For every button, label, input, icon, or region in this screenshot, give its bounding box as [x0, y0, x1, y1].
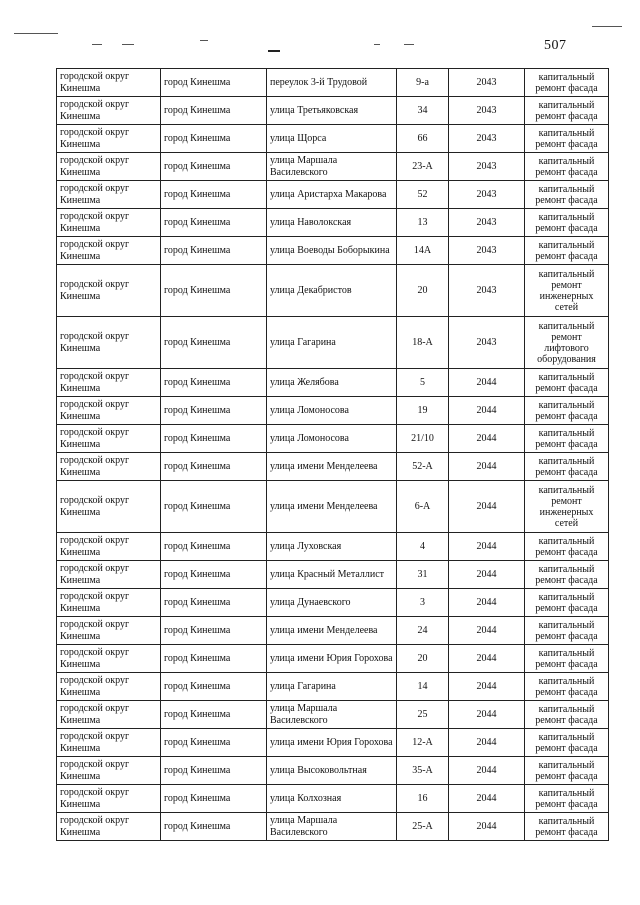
- scan-mark: [200, 40, 208, 41]
- house-number-cell: 9-а: [397, 69, 449, 97]
- city-cell: город Кинешма: [161, 265, 267, 317]
- street-cell: улица имени Менделеева: [267, 481, 397, 533]
- street-cell: переулок 3-й Трудовой: [267, 69, 397, 97]
- table-row: [57, 757, 609, 785]
- work-type-cell: капитальный ремонт фасада: [525, 369, 609, 397]
- work-type-cell: капитальный ремонт фасада: [525, 453, 609, 481]
- work-type-cell: капитальный ремонт лифтового оборудования: [525, 317, 609, 369]
- house-number-cell: 3: [397, 589, 449, 617]
- year-cell: 2043: [449, 153, 525, 181]
- year-cell: 2043: [449, 97, 525, 125]
- house-number-cell: 23-А: [397, 153, 449, 181]
- city-cell: город Кинешма: [161, 561, 267, 589]
- year-cell: 2044: [449, 729, 525, 757]
- street-cell: улица Ломоносова: [267, 397, 397, 425]
- street-cell: улица Луховская: [267, 533, 397, 561]
- house-number-cell: 14: [397, 673, 449, 701]
- district-cell: городской округ Кинешма: [57, 729, 161, 757]
- house-number-cell: 12-А: [397, 729, 449, 757]
- city-cell: город Кинешма: [161, 617, 267, 645]
- street-cell: улица имени Менделеева: [267, 617, 397, 645]
- street-cell: улица Щорса: [267, 125, 397, 153]
- table-row: [57, 265, 609, 317]
- city-cell: город Кинешма: [161, 785, 267, 813]
- street-cell: улица Гагарина: [267, 317, 397, 369]
- year-cell: 2044: [449, 617, 525, 645]
- year-cell: 2044: [449, 785, 525, 813]
- city-cell: город Кинешма: [161, 153, 267, 181]
- house-number-cell: 52: [397, 181, 449, 209]
- city-cell: город Кинешма: [161, 209, 267, 237]
- street-cell: улица Воеводы Боборыкина: [267, 237, 397, 265]
- table-row: [57, 453, 609, 481]
- city-cell: город Кинешма: [161, 701, 267, 729]
- house-number-cell: 19: [397, 397, 449, 425]
- city-cell: город Кинешма: [161, 181, 267, 209]
- house-number-cell: 34: [397, 97, 449, 125]
- table-row: [57, 673, 609, 701]
- city-cell: город Кинешма: [161, 813, 267, 841]
- district-cell: городской округ Кинешма: [57, 757, 161, 785]
- city-cell: город Кинешма: [161, 317, 267, 369]
- city-cell: город Кинешма: [161, 369, 267, 397]
- house-number-cell: 25-А: [397, 813, 449, 841]
- district-cell: городской округ Кинешма: [57, 69, 161, 97]
- house-number-cell: 21/10: [397, 425, 449, 453]
- year-cell: 2044: [449, 369, 525, 397]
- house-number-cell: 16: [397, 785, 449, 813]
- district-cell: городской округ Кинешма: [57, 97, 161, 125]
- year-cell: 2043: [449, 69, 525, 97]
- work-type-cell: капитальный ремонт фасада: [525, 561, 609, 589]
- work-type-cell: капитальный ремонт фасада: [525, 209, 609, 237]
- year-cell: 2044: [449, 645, 525, 673]
- year-cell: 2044: [449, 481, 525, 533]
- house-number-cell: 66: [397, 125, 449, 153]
- house-number-cell: 20: [397, 645, 449, 673]
- house-number-cell: 13: [397, 209, 449, 237]
- house-number-cell: 31: [397, 561, 449, 589]
- table-row: [57, 561, 609, 589]
- year-cell: 2044: [449, 757, 525, 785]
- district-cell: городской округ Кинешма: [57, 561, 161, 589]
- house-number-cell: 18-А: [397, 317, 449, 369]
- table-row: [57, 617, 609, 645]
- work-type-cell: капитальный ремонт фасада: [525, 181, 609, 209]
- house-number-cell: 5: [397, 369, 449, 397]
- house-number-cell: 14А: [397, 237, 449, 265]
- year-cell: 2044: [449, 701, 525, 729]
- district-cell: городской округ Кинешма: [57, 425, 161, 453]
- work-type-cell: капитальный ремонт фасада: [525, 425, 609, 453]
- city-cell: город Кинешма: [161, 729, 267, 757]
- house-number-cell: 4: [397, 533, 449, 561]
- city-cell: город Кинешма: [161, 757, 267, 785]
- district-cell: городской округ Кинешма: [57, 481, 161, 533]
- year-cell: 2044: [449, 425, 525, 453]
- table-row: [57, 813, 609, 841]
- scan-mark: [268, 50, 280, 52]
- street-cell: улица Дунаевского: [267, 589, 397, 617]
- work-type-cell: капитальный ремонт фасада: [525, 645, 609, 673]
- district-cell: городской округ Кинешма: [57, 181, 161, 209]
- table-row: [57, 701, 609, 729]
- work-type-cell: капитальный ремонт фасада: [525, 813, 609, 841]
- work-type-cell: капитальный ремонт фасада: [525, 125, 609, 153]
- year-cell: 2044: [449, 397, 525, 425]
- district-cell: городской округ Кинешма: [57, 209, 161, 237]
- street-cell: улица Маршала Василевского: [267, 813, 397, 841]
- year-cell: 2043: [449, 237, 525, 265]
- year-cell: 2044: [449, 561, 525, 589]
- street-cell: улица Ломоносова: [267, 425, 397, 453]
- table-row: [57, 645, 609, 673]
- city-cell: город Кинешма: [161, 589, 267, 617]
- work-type-cell: капитальный ремонт фасада: [525, 97, 609, 125]
- table-row: [57, 209, 609, 237]
- year-cell: 2044: [449, 589, 525, 617]
- district-cell: городской округ Кинешма: [57, 237, 161, 265]
- work-type-cell: капитальный ремонт инженерных сетей: [525, 481, 609, 533]
- year-cell: 2044: [449, 813, 525, 841]
- year-cell: 2044: [449, 673, 525, 701]
- street-cell: улица Маршала Василевского: [267, 153, 397, 181]
- house-number-cell: 20: [397, 265, 449, 317]
- work-type-cell: капитальный ремонт фасада: [525, 673, 609, 701]
- table-row: [57, 237, 609, 265]
- house-number-cell: 35-А: [397, 757, 449, 785]
- district-cell: городской округ Кинешма: [57, 589, 161, 617]
- street-cell: улица Высоковольтная: [267, 757, 397, 785]
- year-cell: 2044: [449, 453, 525, 481]
- work-type-cell: капитальный ремонт фасада: [525, 729, 609, 757]
- district-cell: городской округ Кинешма: [57, 673, 161, 701]
- city-cell: город Кинешма: [161, 97, 267, 125]
- work-type-cell: капитальный ремонт фасада: [525, 153, 609, 181]
- table-row: [57, 69, 609, 97]
- work-type-cell: капитальный ремонт фасада: [525, 589, 609, 617]
- district-cell: городской округ Кинешма: [57, 125, 161, 153]
- work-type-cell: капитальный ремонт фасада: [525, 397, 609, 425]
- street-cell: улица Желябова: [267, 369, 397, 397]
- house-number-cell: 25: [397, 701, 449, 729]
- street-cell: улица имени Менделеева: [267, 453, 397, 481]
- city-cell: город Кинешма: [161, 425, 267, 453]
- scan-mark: [374, 44, 380, 45]
- year-cell: 2043: [449, 181, 525, 209]
- street-cell: улица Декабристов: [267, 265, 397, 317]
- street-cell: улица Маршала Василевского: [267, 701, 397, 729]
- page-number: 507: [544, 38, 567, 53]
- scan-mark: [122, 44, 134, 45]
- street-cell: улица Гагарина: [267, 673, 397, 701]
- year-cell: 2044: [449, 533, 525, 561]
- street-cell: улица Третьяковская: [267, 97, 397, 125]
- table-row: [57, 397, 609, 425]
- district-cell: городской округ Кинешма: [57, 701, 161, 729]
- table-row: [57, 125, 609, 153]
- district-cell: городской округ Кинешма: [57, 617, 161, 645]
- street-cell: улица Наволокская: [267, 209, 397, 237]
- work-type-cell: капитальный ремонт фасада: [525, 69, 609, 97]
- city-cell: город Кинешма: [161, 481, 267, 533]
- district-cell: городской округ Кинешма: [57, 153, 161, 181]
- scan-mark: [404, 44, 414, 45]
- city-cell: город Кинешма: [161, 645, 267, 673]
- house-number-cell: 52-А: [397, 453, 449, 481]
- work-type-cell: капитальный ремонт фасада: [525, 757, 609, 785]
- street-cell: улица Колхозная: [267, 785, 397, 813]
- work-type-cell: капитальный ремонт фасада: [525, 533, 609, 561]
- scan-mark: [92, 44, 102, 45]
- house-number-cell: 6-А: [397, 481, 449, 533]
- table-row: [57, 153, 609, 181]
- work-type-cell: капитальный ремонт фасада: [525, 617, 609, 645]
- city-cell: город Кинешма: [161, 237, 267, 265]
- work-type-cell: капитальный ремонт фасада: [525, 701, 609, 729]
- year-cell: 2043: [449, 125, 525, 153]
- street-cell: улица имени Юрия Горохова: [267, 645, 397, 673]
- table-row: [57, 425, 609, 453]
- repair-schedule-table: [56, 68, 609, 841]
- scan-mark: [14, 33, 58, 34]
- city-cell: город Кинешма: [161, 125, 267, 153]
- city-cell: город Кинешма: [161, 533, 267, 561]
- year-cell: 2043: [449, 209, 525, 237]
- district-cell: городской округ Кинешма: [57, 265, 161, 317]
- work-type-cell: капитальный ремонт фасада: [525, 237, 609, 265]
- table-row: [57, 97, 609, 125]
- district-cell: городской округ Кинешма: [57, 369, 161, 397]
- table-row: [57, 785, 609, 813]
- table-row: [57, 729, 609, 757]
- city-cell: город Кинешма: [161, 397, 267, 425]
- year-cell: 2043: [449, 265, 525, 317]
- table-row: [57, 181, 609, 209]
- table-body: [57, 69, 609, 841]
- table-row: [57, 533, 609, 561]
- street-cell: улица имени Юрия Горохова: [267, 729, 397, 757]
- district-cell: городской округ Кинешма: [57, 317, 161, 369]
- work-type-cell: капитальный ремонт фасада: [525, 785, 609, 813]
- street-cell: улица Аристарха Макарова: [267, 181, 397, 209]
- city-cell: город Кинешма: [161, 69, 267, 97]
- house-number-cell: 24: [397, 617, 449, 645]
- scan-mark: [592, 26, 622, 27]
- district-cell: городской округ Кинешма: [57, 533, 161, 561]
- table-row: [57, 369, 609, 397]
- table-row: [57, 317, 609, 369]
- district-cell: городской округ Кинешма: [57, 453, 161, 481]
- street-cell: улица Красный Металлист: [267, 561, 397, 589]
- table-row: [57, 481, 609, 533]
- work-type-cell: капитальный ремонт инженерных сетей: [525, 265, 609, 317]
- table-row: [57, 589, 609, 617]
- year-cell: 2043: [449, 317, 525, 369]
- city-cell: город Кинешма: [161, 453, 267, 481]
- district-cell: городской округ Кинешма: [57, 785, 161, 813]
- city-cell: город Кинешма: [161, 673, 267, 701]
- district-cell: городской округ Кинешма: [57, 397, 161, 425]
- district-cell: городской округ Кинешма: [57, 813, 161, 841]
- district-cell: городской округ Кинешма: [57, 645, 161, 673]
